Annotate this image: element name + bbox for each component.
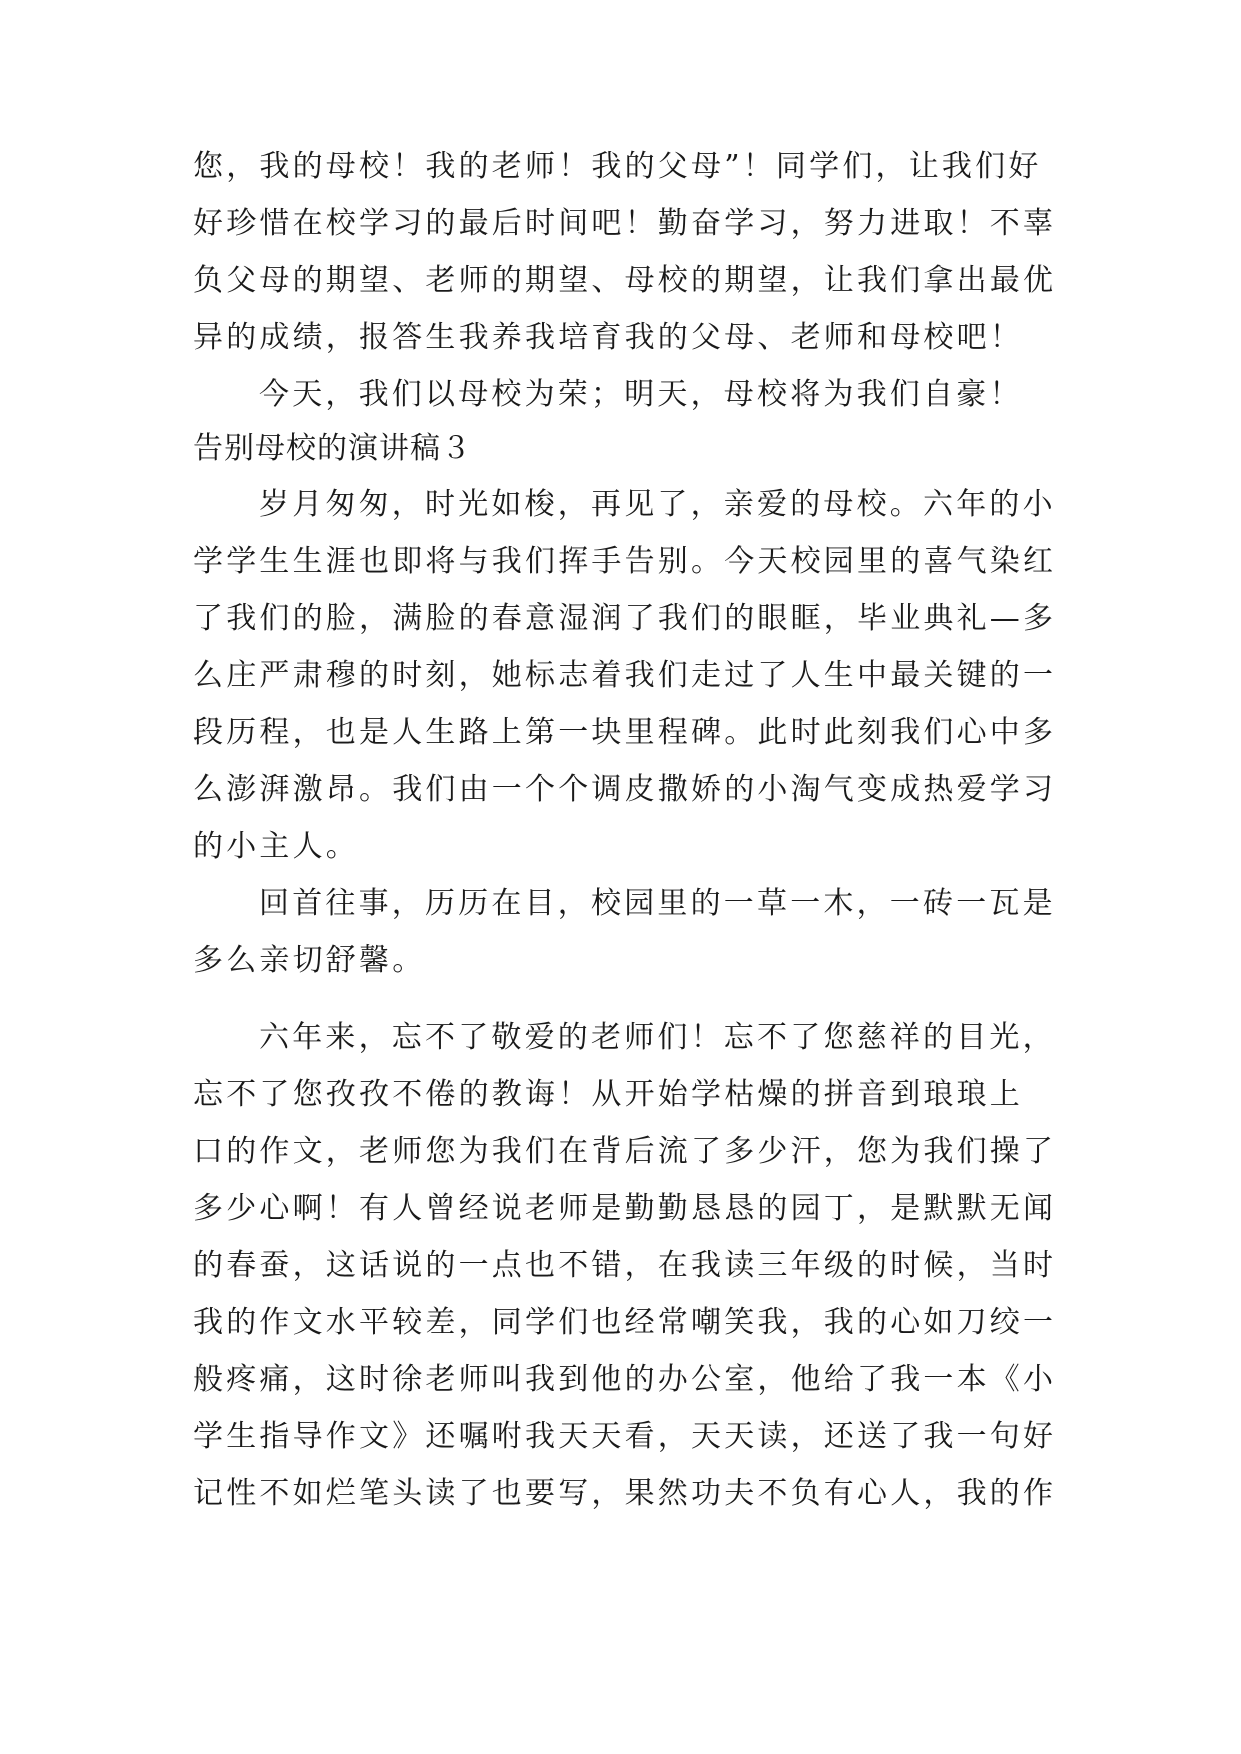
body-text-line: 般疼痛，这时徐老师叫我到他的办公室，他给了我一本《小 [193, 1362, 1057, 1397]
paragraph-first-line: 岁月匆匆，时光如梭，再见了，亲爱的母校。六年的小 [259, 487, 1056, 522]
section-heading: 告别母校的演讲稿３ [193, 431, 472, 466]
body-text-line: 我的作文水平较差，同学们也经常嘲笑我，我的心如刀绞一 [193, 1305, 1057, 1340]
body-text-line: 么澎湃激昂。我们由一个个调皮撒娇的小淘气变成热爱学习 [193, 772, 1057, 807]
body-text-line: 学学生生涯也即将与我们挥手告别。今天校园里的喜气染红 [193, 544, 1057, 579]
body-text-line: 您，我的母校！我的老师！我的父母”！同学们，让我们好 [193, 149, 1042, 184]
body-text-line: 的小主人。 [193, 829, 359, 864]
paragraph-first-line: 今天，我们以母校为荣；明天，母校将为我们自豪！ [259, 377, 1023, 412]
body-text-line: 了我们的脸，满脸的春意湿润了我们的眼眶，毕业典礼—多 [193, 601, 1057, 636]
body-text-line: 记性不如烂笔头读了也要写，果然功夫不负有心人，我的作 [193, 1476, 1057, 1511]
paragraph-first-line: 回首往事，历历在目，校园里的一草一木，一砖一瓦是 [259, 886, 1056, 921]
body-text-line: 好珍惜在校学习的最后时间吧！勤奋学习，努力进取！不辜 [193, 206, 1057, 241]
body-text-line: 异的成绩，报答生我养我培育我的父母、老师和母校吧！ [193, 320, 1023, 355]
body-text-line: 口的作文，老师您为我们在背后流了多少汗，您为我们操了 [193, 1134, 1057, 1169]
body-text-line: 段历程，也是人生路上第一块里程碑。此时此刻我们心中多 [193, 715, 1057, 750]
body-text-line: 多少心啊！有人曾经说老师是勤勤恳恳的园丁，是默默无闻 [193, 1191, 1057, 1226]
body-text-line: 多么亲切舒馨。 [193, 943, 426, 978]
body-text-line: 忘不了您孜孜不倦的教诲！从开始学枯燥的拼音到琅琅上 [193, 1077, 1023, 1112]
body-text-line: 负父母的期望、老师的期望、母校的期望，让我们拿出最优 [193, 263, 1057, 298]
paragraph-first-line: 六年来，忘不了敬爱的老师们！忘不了您慈祥的目光， [259, 1020, 1056, 1055]
body-text-line: 的春蚕，这话说的一点也不错，在我读三年级的时候，当时 [193, 1248, 1057, 1283]
body-text-line: 学生指导作文》还嘱咐我天天看，天天读，还送了我一句好 [193, 1419, 1057, 1454]
body-text-line: 么庄严肃穆的时刻，她标志着我们走过了人生中最关键的一 [193, 658, 1057, 693]
